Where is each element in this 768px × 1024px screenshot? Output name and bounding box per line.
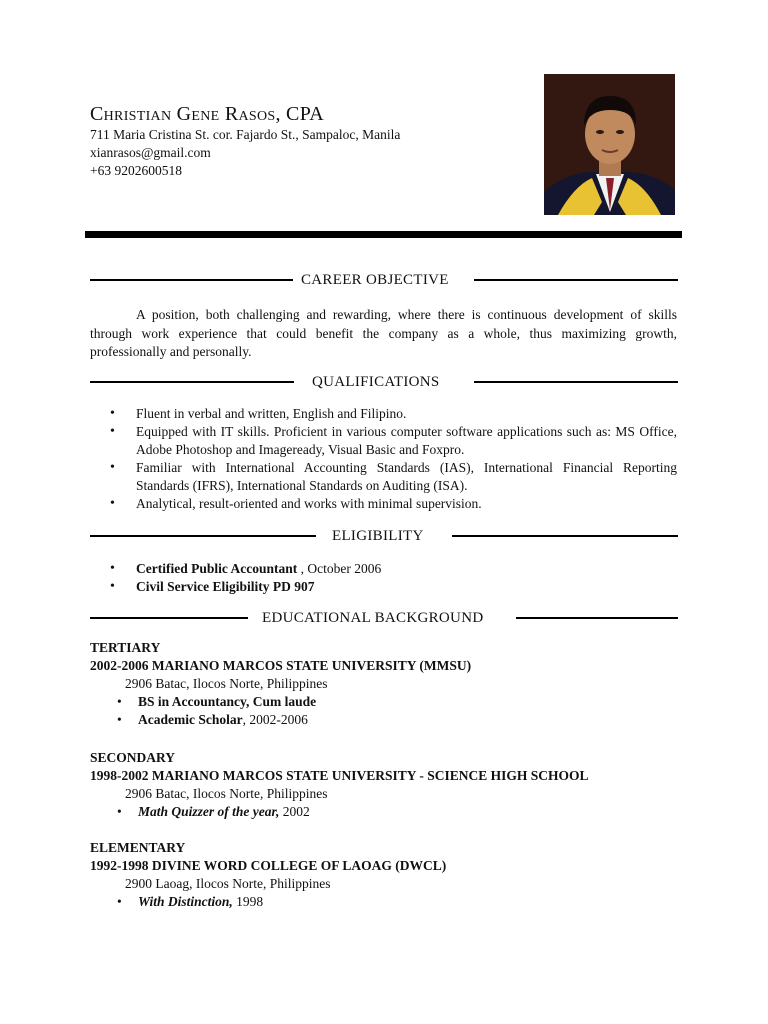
- section-title: QUALIFICATIONS: [312, 374, 440, 390]
- achievement-title: Math Quizzer of the year,: [138, 804, 280, 819]
- school-name: 2002-2006 MARIANO MARCOS STATE UNIVERSITY (MMSU): [90, 658, 472, 673]
- heading-rule-right: [516, 617, 678, 619]
- education-level: TERTIARY: [90, 640, 161, 655]
- career-objective-text: A position, both challenging and rewarding, where there is continuous development of skills through work experience that could benefit the company as a whole, thus maximizing growth, professionally and personally.: [90, 307, 677, 359]
- heading-rule-left: [90, 279, 293, 281]
- achievement-title: BS in Accountancy, Cum laude: [138, 694, 317, 709]
- heading-rule-left: [90, 535, 316, 537]
- achievement-list: [90, 893, 690, 911]
- address-line: 711 Maria Cristina St. cor. Fajardo St., Sampaloc, Manila: [90, 127, 401, 142]
- section-heading-career-objective: [90, 270, 678, 290]
- qualifications-list: [90, 405, 677, 513]
- section-heading-education: [90, 608, 678, 628]
- profile-photo: [544, 74, 675, 215]
- achievement-detail: 1998: [232, 894, 264, 909]
- list-item: • Analytical, result-oriented and works with minimal supervision.: [90, 495, 677, 513]
- contact-block: [90, 126, 400, 180]
- email-line: xianrasos@gmail.com: [90, 145, 211, 160]
- education-level: SECONDARY: [90, 750, 176, 765]
- phone-line: +63 9202600518: [90, 163, 182, 178]
- list-item: [90, 578, 677, 596]
- achievement-list: [90, 803, 690, 821]
- heading-rule-left: [90, 381, 294, 383]
- school-name: 1998-2002 MARIANO MARCOS STATE UNIVERSITY - SCIENCE HIGH SCHOOL: [90, 768, 589, 783]
- eligibility-name: Civil Service Eligibility PD 907: [136, 579, 315, 594]
- list-item: [90, 693, 690, 711]
- school-address: 2906 Batac, Ilocos Norte, Philippines: [125, 676, 328, 691]
- list-item: • Fluent in verbal and written, English and Filipino.: [90, 405, 677, 423]
- section-heading-eligibility: [90, 526, 678, 546]
- list-item: [90, 803, 690, 821]
- heading-rule-right: [474, 279, 678, 281]
- education-tertiary: [90, 639, 690, 729]
- education-level: ELEMENTARY: [90, 840, 186, 855]
- section-title: ELIGIBILITY: [332, 528, 424, 544]
- heading-rule-right: [452, 535, 678, 537]
- eligibility-date: , October 2006: [297, 561, 382, 576]
- achievement-detail: , 2002-2006: [242, 712, 308, 727]
- section-title: CAREER OBJECTIVE: [301, 272, 449, 288]
- education-secondary: [90, 749, 690, 821]
- header-divider: [85, 231, 682, 238]
- list-item: • Familiar with International Accounting Standards (IAS), International Financial Reporting Standards (IFRS), International Standards on Auditing (ISA).: [90, 459, 677, 495]
- candidate-name: Christian Gene Rasos, CPA: [90, 103, 325, 125]
- section-heading-qualifications: [90, 372, 678, 392]
- school-address: 2900 Laoag, Ilocos Norte, Philippines: [125, 876, 331, 891]
- achievement-detail: 2002: [279, 804, 310, 819]
- list-item: [90, 711, 690, 729]
- education-elementary: [90, 839, 690, 911]
- achievement-list: [90, 693, 690, 729]
- school-name: 1992-1998 DIVINE WORD COLLEGE OF LAOAG (DWCL): [90, 858, 447, 873]
- eligibility-list: [90, 560, 677, 596]
- list-item: [90, 560, 677, 578]
- achievement-title: With Distinction,: [138, 894, 233, 909]
- achievement-title: Academic Scholar: [138, 712, 243, 727]
- eligibility-name: Certified Public Accountant: [136, 561, 298, 576]
- list-item: • Equipped with IT skills. Proficient in various computer software applications such as: MS Office, Adobe Photoshop and Imageready, Visual Basic and Foxpro.: [90, 423, 677, 459]
- school-address: 2906 Batac, Ilocos Norte, Philippines: [125, 786, 328, 801]
- heading-rule-left: [90, 617, 248, 619]
- list-item: [90, 893, 690, 911]
- portrait-illustration: [544, 74, 675, 215]
- section-title: EDUCATIONAL BACKGROUND: [262, 610, 484, 626]
- heading-rule-right: [474, 381, 678, 383]
